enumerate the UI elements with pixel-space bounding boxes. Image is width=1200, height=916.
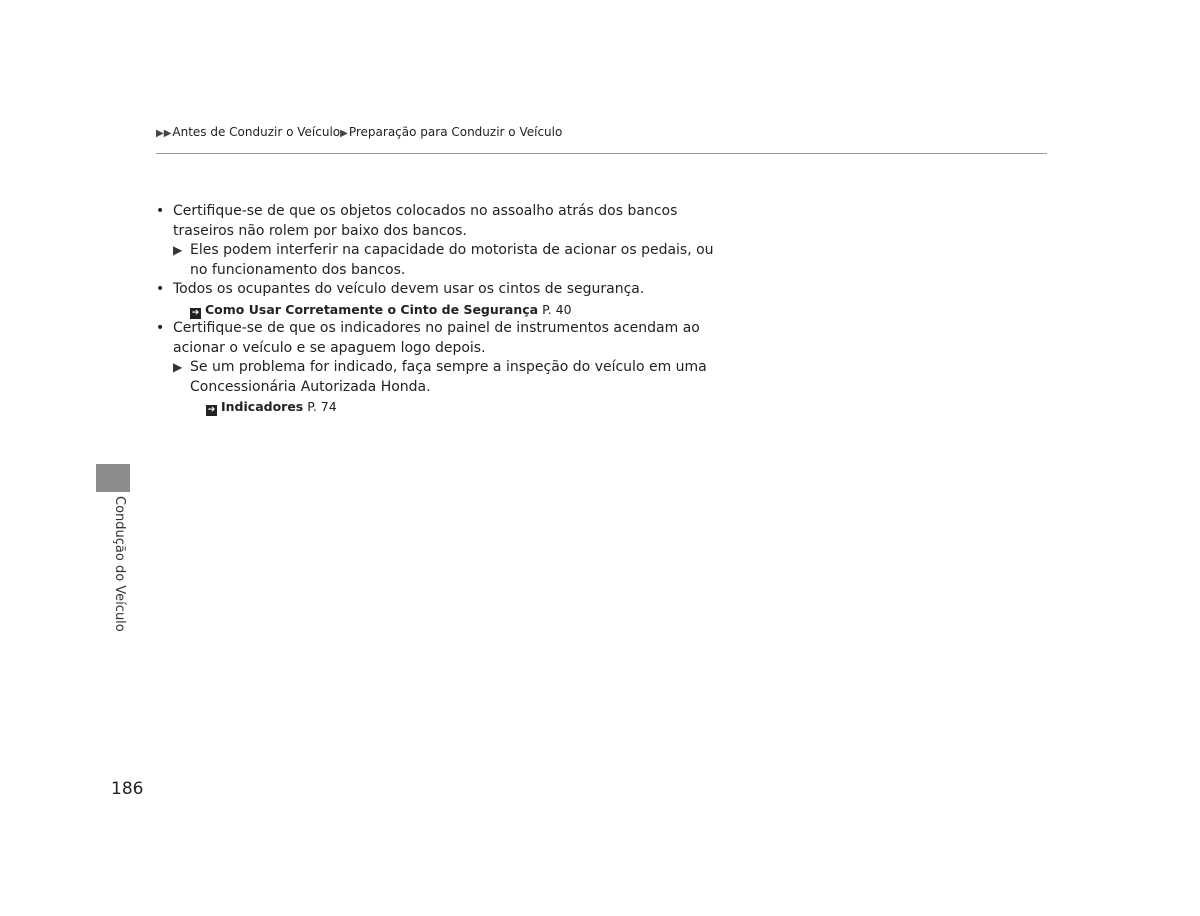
list-item bbox=[156, 202, 716, 241]
page-number: 186 bbox=[111, 779, 144, 799]
reference-arrow-icon: ➔ bbox=[191, 307, 200, 318]
cross-reference-link[interactable] bbox=[156, 300, 716, 320]
bullet-icon: • bbox=[156, 203, 165, 219]
item-text: Certifique-se de que os objetos colocados no assoalho atrás dos bancos traseiros não rolem por baixo dos bancos. bbox=[173, 203, 678, 239]
bullet-icon: • bbox=[156, 281, 165, 297]
reference-page: P. 74 bbox=[307, 399, 337, 414]
reference-page: P. 40 bbox=[542, 301, 572, 317]
breadcrumb bbox=[156, 125, 562, 139]
triangle-icon: ▶ bbox=[173, 243, 183, 257]
sub-note-text: Se um problema for indicado, faça sempre a inspeção do veículo em uma Concessionária Autorizada Honda. bbox=[190, 359, 707, 395]
reference-title[interactable]: Como Usar Corretamente o Cinto de Segurança bbox=[205, 301, 539, 317]
reference-arrow-icon: ➔ bbox=[207, 405, 216, 415]
double-arrow-icon: ▶▶ bbox=[156, 128, 172, 139]
arrow-icon: ▶ bbox=[340, 128, 348, 139]
reference-title[interactable]: Indicadores bbox=[221, 399, 304, 414]
header-divider bbox=[156, 153, 1047, 154]
sub-note bbox=[156, 358, 716, 397]
section-label: Condução do Veículo bbox=[112, 496, 127, 632]
bullet-icon: • bbox=[156, 320, 165, 336]
sub-note bbox=[156, 241, 716, 280]
list-item bbox=[156, 319, 716, 358]
item-text: Certifique-se de que os indicadores no painel de instrumentos acendam ao acionar o veículo e se apaguem logo depois. bbox=[173, 320, 700, 356]
sub-note-text: Eles podem interferir na capacidade do motorista de acionar os pedais, ou no funcionamento dos bancos. bbox=[190, 242, 714, 278]
breadcrumb-part-1[interactable]: Antes de Conduzir o Veículo bbox=[172, 125, 341, 139]
item-text: Todos os ocupantes do veículo devem usar os cintos de segurança. bbox=[173, 281, 645, 297]
triangle-icon: ▶ bbox=[173, 360, 183, 374]
list-item bbox=[156, 280, 716, 300]
breadcrumb-part-2[interactable]: Preparação para Conduzir o Veículo bbox=[348, 125, 563, 139]
cross-reference-link[interactable] bbox=[156, 397, 716, 417]
main-content bbox=[156, 202, 716, 417]
section-tab bbox=[96, 464, 130, 492]
